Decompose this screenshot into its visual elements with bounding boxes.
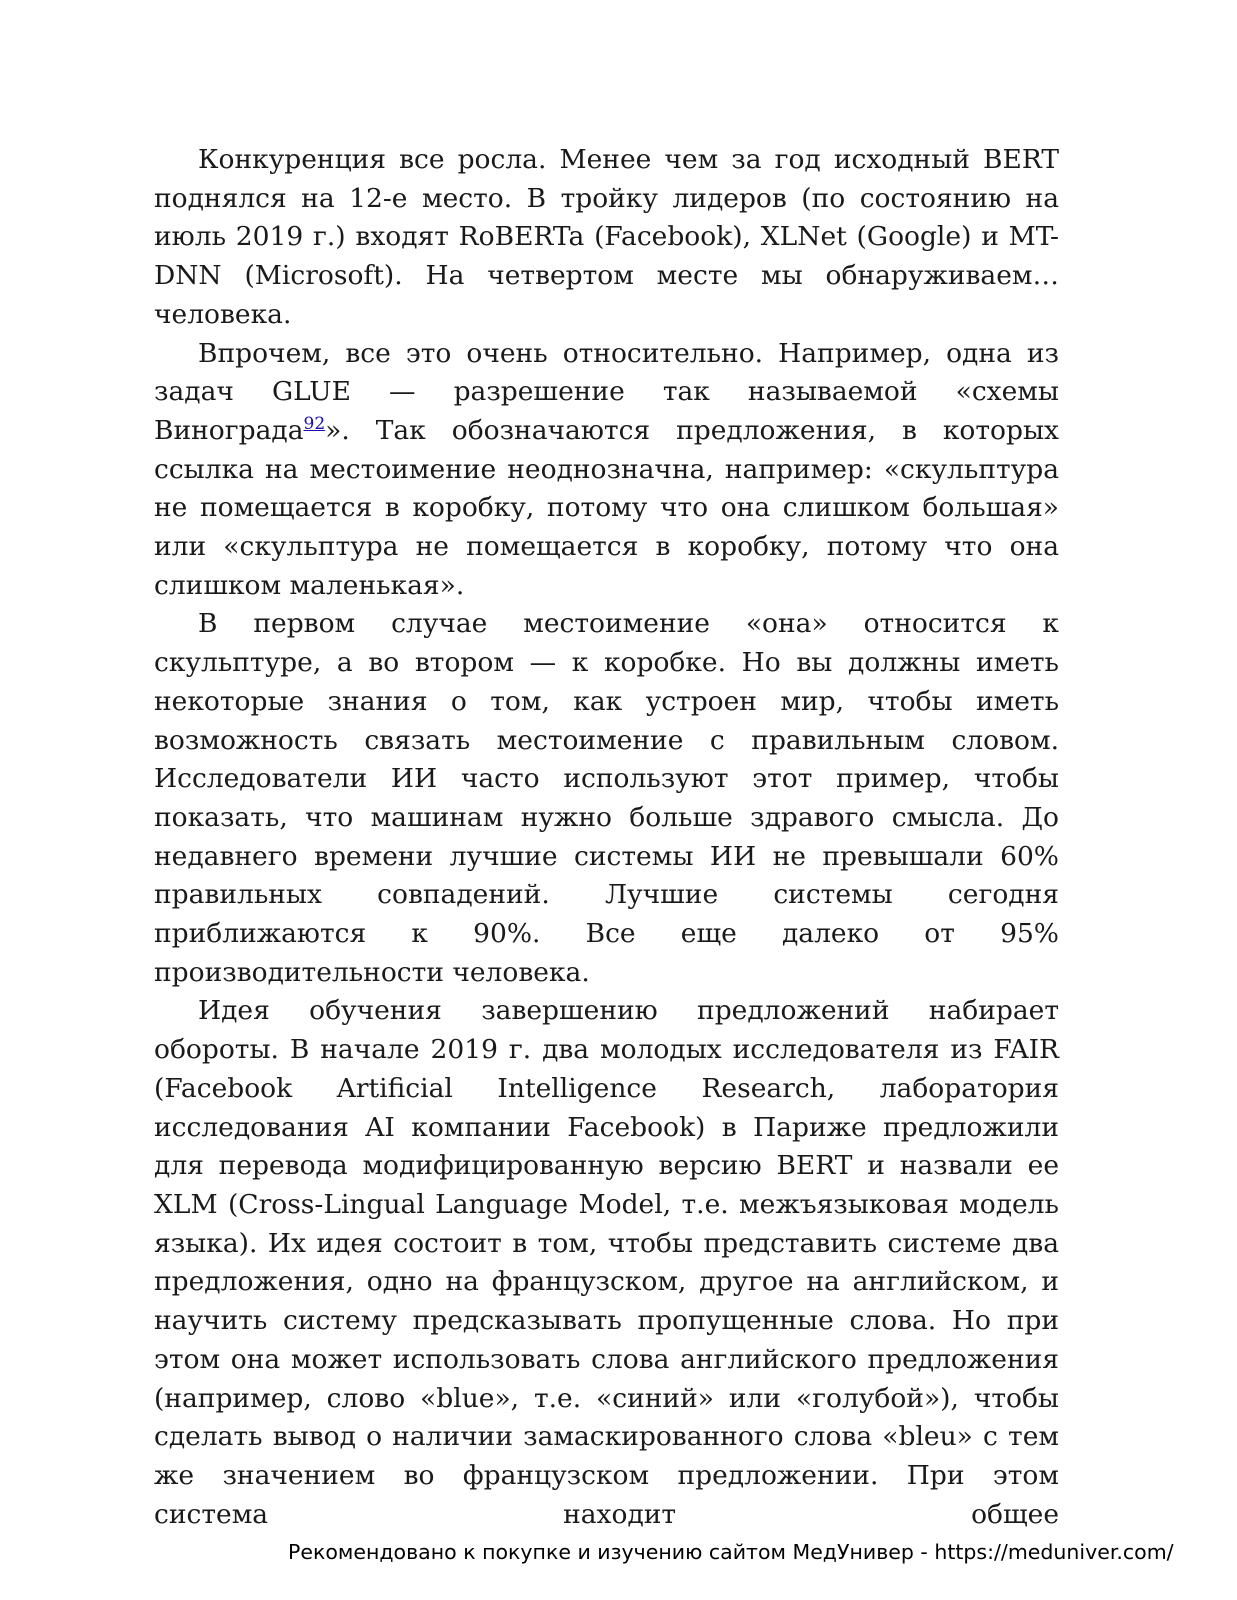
paragraph-winograd-text-start: Впрочем, все это очень относительно. Например, одна из задач GLUE — разрешение так называемой «схемы Винограда — [154, 337, 1059, 446]
paragraph-competition: Конкуренция все росла. Менее чем за год исходный BERT поднялся на 12-е место. В тройку лидеров (по состоянию на июль 2019 г.) входят RoBERTa (Facebook), XLNet (Google) и MT-DNN (Microsoft). На четвертом месте мы обнаруживаем… человека. — [154, 144, 1059, 330]
paragraph-winograd-text-end: ». Так обозначаются предложения, в которых ссылка на местоимение неоднозначна, например: «скульптура не помещается в коробку, потому что она слишком большая» или «скульптура не помещается в коробку, потому что она слишком маленькая». — [154, 414, 1059, 601]
footnote-link-92[interactable]: 92 — [303, 413, 326, 434]
footer-recommendation: Рекомендовано к покупке и изучению сайтом МедУнивер - https://meduniver.com/ — [288, 1540, 1174, 1564]
page-body — [154, 141, 1059, 1534]
paragraph-xlm: Идея обучения завершению предложений набирает обороты. В начале 2019 г. два молодых исследователя из FAIR (Facebook Artificial Intelligence Research, лаборатория исследования AI компании Facebook) в Париже предложили для перевода модифицированную версию BERT и назвали ее XLM (Cross-Lingual Language Model, т.е. межъязыковая модель языка). Их идея состоит в том, чтобы представить системе два предложения, одно на французском, другое на английском, и научить систему предсказывать пропущенные слова. Но при этом она может использовать слова английского предложения (например, слово «blue», т.е. «синий» или «голубой»), чтобы сделать вывод о наличии замаскированного слова «bleu» с тем же значением во французском предложении. При этом система находит общее — [154, 995, 1059, 1530]
paragraph-pronoun: В первом случае местоимение «она» относится к скульптуре, а во втором — к коробке. Но вы должны иметь некоторые знания о том, как устроен мир, чтобы иметь возможность связать местоимение с правильным словом. Исследователи ИИ часто используют этот пример, чтобы показать, что машинам нужно больше здравого смысла. До недавнего времени лучшие системы ИИ не превышали 60% правильных совпадений. Лучшие системы сегодня приближаются к 90%. Все еще далеко от 95% производительности человека. — [154, 608, 1059, 988]
paragraph-winograd — [154, 335, 1059, 606]
